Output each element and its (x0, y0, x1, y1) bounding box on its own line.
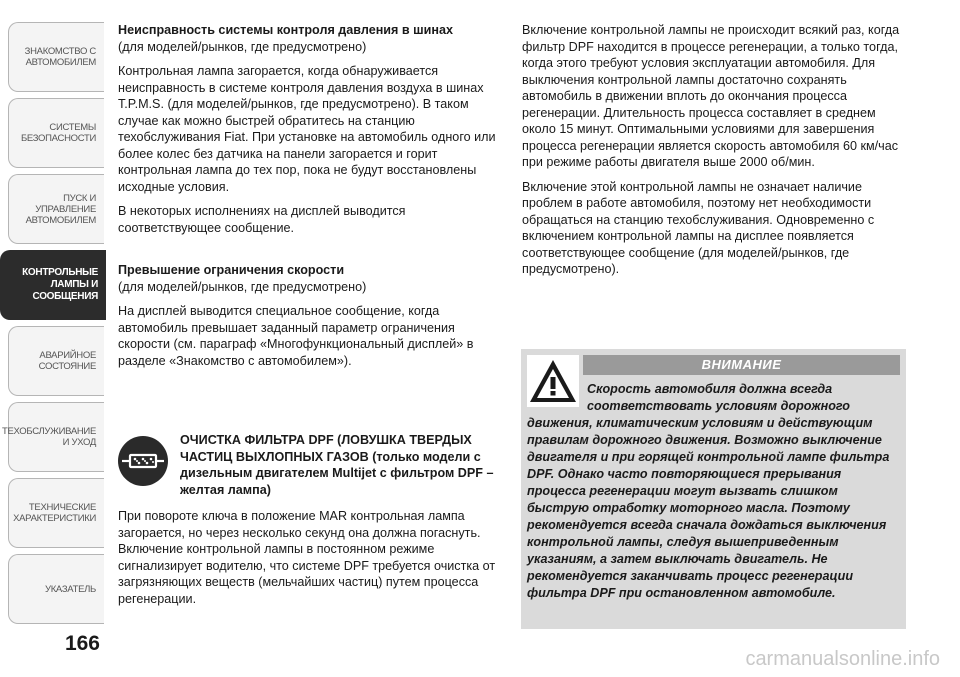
watermark: carmanualsonline.info (745, 648, 940, 670)
tpms-title: Неисправность системы контроля давления в шинах (118, 23, 453, 37)
right-paragraph-2: Включение этой контрольной лампы не означает наличие проблем в работе автомобиля, поэтому нет необходимости обращаться на станцию техобслуживания. Одновременно с включением контрольной лампы на дисплее появляется соответствующее сообщение (для моделей/рынков, где предусмотрено). (522, 179, 875, 276)
dpf-section (118, 432, 496, 498)
tab-specifications[interactable]: ТЕХНИЧЕСКИЕ ХАРАКТЕРИСТИКИ (8, 478, 104, 548)
speed-title: Превышение ограничения скорости (118, 263, 345, 277)
speed-subtitle: (для моделей/рынков, где предусмотрено) (118, 279, 367, 294)
tab-emergency[interactable]: АВАРИЙНОЕ СОСТОЯНИЕ (8, 326, 104, 396)
dpf-heading: ОЧИСТКА ФИЛЬТРА DPF (ЛОВУШКА ТВЕРДЫХ ЧАСТИЦ ВЫХЛОПНЫХ ГАЗОВ (только модели с дизельным двигателем Multijet с фильтром DPF – желтая лампа) (180, 433, 494, 497)
warning-text (527, 381, 901, 602)
tpms-paragraph-1: Контрольная лампа загорается, когда обнаруживается неисправность в системе контроля давления воздуха в шинах T.P.M.S. (для моделей/рынков, где предусмотрено). В таком случае как можно быстрей обратитесь на станцию техобслуживания Fiat. При установке на автомобиль одного или более колес без датчика на панели загорается и горит контрольная лампа до тех пор, пока не будут восстановлены исходные условия. (118, 64, 496, 194)
tab-index[interactable]: УКАЗАТЕЛЬ (8, 554, 104, 624)
tpms-subtitle: (для моделей/рынков, где предусмотрено) (118, 39, 367, 54)
page-number: 166 (64, 632, 100, 655)
dpf-warning-lamp-icon (118, 436, 168, 486)
dpf-body (118, 508, 496, 615)
warning-text-rest: движения, климатическим условиям и действующим правилам дорожного движения. Возможно выключение двигателя и при горящей контрольной лампе фильтра DPF. Однако часто повторяющиеся прерывания процесса регенерации могут вызвать слишком быструю отработку моторного масла. Поэтому рекомендуется всегда сначала дождаться выключения контрольной лампы, следуя вышеприведенным указаниям, а затем выключать двигатель. Не рекомендуется заканчивать процесс регенерации фильтра DPF при остановленном автомобиле. (527, 416, 890, 600)
tab-safety[interactable]: СИСТЕМЫ БЕЗОПАСНОСТИ (8, 98, 104, 168)
warning-header: ВНИМАНИЕ (583, 355, 900, 375)
tab-introduction[interactable]: ЗНАКОМСТВО С АВТОМОБИЛЕМ (8, 22, 104, 92)
tab-warning-lights[interactable]: КОНТРОЛЬНЫЕ ЛАМПЫ И СООБЩЕНИЯ (0, 250, 106, 320)
right-paragraph-1: Включение контрольной лампы не происходит всякий раз, когда фильтр DPF находится в процессе регенерации, а только тогда, когда этого требуют условия эксплуатации автомобиля. Для выключения контрольной лампы достаточно сохранять автомобиль в движении вплоть до окончания процесса регенерации. Длительность процесса составляет в среднем около 15 минут. Оптимальными условиями для завершения процесса регенерации является скорость автомобиля 60 км/час при режиме работы двигателя выше 2000 об/мин. (522, 23, 900, 169)
tab-starting-driving[interactable]: ПУСК И УПРАВЛЕНИЕ АВТОМОБИЛЕМ (8, 174, 104, 244)
right-column (522, 22, 910, 286)
tpms-paragraph-2: В некоторых исполнениях на дисплей выводится соответствующее сообщение. (118, 204, 406, 235)
warning-box (521, 349, 906, 629)
left-column (118, 22, 496, 377)
dpf-paragraph-1: При повороте ключа в положение MAR контрольная лампа загорается, но через несколько секунд она должна погаснуть. Включение контрольной лампы в постоянном режиме сигнализирует водителю, что системе DPF требуется очистка от загрязняющих веществ (мельчайших частиц) путем процесса регенерации. (118, 509, 496, 606)
speed-paragraph-1: На дисплей выводится специальное сообщение, когда автомобиль превышает заданный параметр ограничения скорости (см. параграф «Многофункциональный дисплей» в разделе «Знакомство с автомобилем»). (118, 304, 474, 368)
tab-maintenance[interactable]: ТЕХОБСЛУЖИВАНИЕ И УХОД (8, 402, 104, 472)
warning-text-lead: Скорость автомобиля должна всегда соответствовать условиям дорожного (587, 382, 850, 413)
